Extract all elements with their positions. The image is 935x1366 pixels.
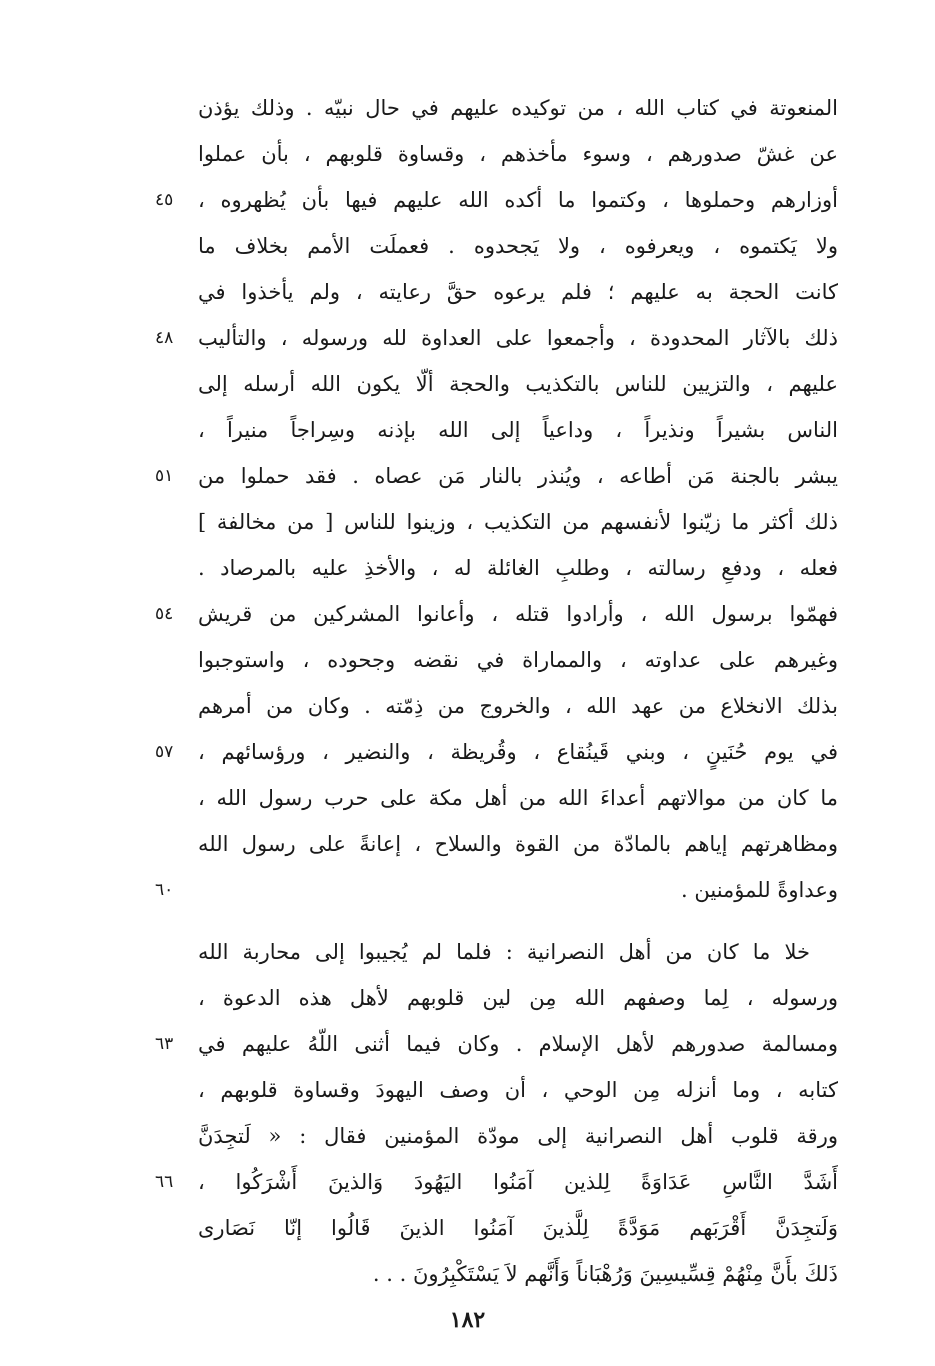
text-line: ورقة قلوب أهل النصرانية إلى مودّة المؤمنين فقال : « لَتجِدَنَّ <box>198 1124 838 1148</box>
text-line: عليهم ، والتزيين للناس بالتكذيب والحجة ألّا يكون الله أرسله إلى <box>198 372 838 396</box>
text-line: كتابه ، وما أنزله مِن الوحي ، أن وصف اليهودَ وقساوة قلوبهم ، <box>198 1078 838 1102</box>
text-line: وعداوةً للمؤمنين . <box>681 878 838 902</box>
text-line: ما كان من موالاتهم أعداءَ الله من أهل مكة على حرب رسول الله ، <box>198 786 838 810</box>
text-line: فعله ، ودفعِ رسالته ، وطلبِ الغائلة له ، والأخذِ عليه بالمرصاد . <box>198 556 838 580</box>
text-line: المنعوتة في كتاب الله ، من توكيده عليهم في حال نبيّه . وذلك يؤذن <box>198 96 838 120</box>
text-line: أَشَدَّ النَّاسِ عَدَاوَةً لِلذين آمَنُوا اليَهُودَ وَالذينَ أَشْرَكُوا ، <box>198 1170 838 1194</box>
text-line: الناس بشيراً ونذيراً ، وداعياً إلى الله بإذنه وسِراجاً منيراً ، <box>198 418 838 442</box>
line-number: ٤٨ <box>155 328 174 348</box>
line-number: ٦٣ <box>155 1034 174 1054</box>
line-number: ٥٧ <box>155 742 174 762</box>
text-line: ذلك أكثر ما زيّنوا لأنفسهم من التكذيب ، وزينوا للناس [ من مخالفة ] <box>198 510 838 534</box>
text-line: وَلَتجِدَنَّ أَقْرَبَهم مَوَدَّةً لِلَّذينَ آمَنُوا الذينَ قَالُوا إنّا نَصَارى <box>198 1216 838 1240</box>
line-number: ٦٦ <box>155 1172 174 1192</box>
page-number: ١٨٢ <box>449 1307 486 1333</box>
text-line: ذَلكَ بأَنَّ مِنْهُمْ قِسِّيسِينَ وَرُهْبَاناً وَأَنَّهم لاَ يَسْتَكْبِرُونَ . . . <box>372 1262 838 1286</box>
text-line: عن غشّ صدورهم ، وسوء مأخذهم ، وقساوة قلوبهم ، بأن عملوا <box>198 142 838 166</box>
text-line: ومظاهرتهم إياهم بالمادّة من القوة والسلاح ، إعانةً على رسول الله <box>198 832 838 856</box>
text-line: بذلك الانخلاع من عهد الله ، والخروج من ذِمّته . وكان من أمرهم <box>198 694 838 718</box>
text-line: أوزارهم وحملوها ، وكتموا ما أكده الله عليهم فيها بأن يُظهروه ، <box>198 188 838 212</box>
text-line: في يوم حُنَينٍ ، وبني قَينُقاع ، وقُريظة ، والنضير ، ورؤسائهم ، <box>198 740 838 764</box>
line-number: ٤٥ <box>155 190 174 210</box>
text-line: كانت الحجة به عليهم ؛ فلم يرعوه حقَّ رعايته ، ولم يأخذوا في <box>198 280 838 304</box>
line-number: ٦٠ <box>155 880 174 900</box>
text-line: خلا ما كان من أهل النصرانية : فلما لم يُجيبوا إلى محاربة الله <box>198 940 810 964</box>
text-line: فهمّوا برسول الله ، وأرادوا قتله ، وأعانوا المشركين من قريش <box>198 602 838 626</box>
line-number: ٥٤ <box>155 604 174 624</box>
line-number: ٥١ <box>155 466 174 486</box>
text-line: ورسوله ، لِما وصفهم الله مِن لين قلوبهم لأهل هذه الدعوة ، <box>198 986 838 1010</box>
text-line: يبشر بالجنة مَن أطاعه ، ويُنذر بالنار مَن عصاه . فقد حملوا من <box>198 464 838 488</box>
text-line: ولا يَكتموه ، ويعرفوه ، ولا يَجحدوه . فعملَت الأمم بخلاف ما <box>198 234 838 258</box>
text-line: وغيرهم على عداوته ، والمماراة في نقضه وجحوده ، واستوجبوا <box>198 648 838 672</box>
text-line: ذلك بالآثار المحدودة ، وأجمعوا على العداوة لله ورسوله ، والتأليب <box>198 326 838 350</box>
text-line: ومسالمة صدورهم لأهل الإسلام . وكان فيما أثنى اللّهُ عليهم في <box>198 1032 838 1056</box>
